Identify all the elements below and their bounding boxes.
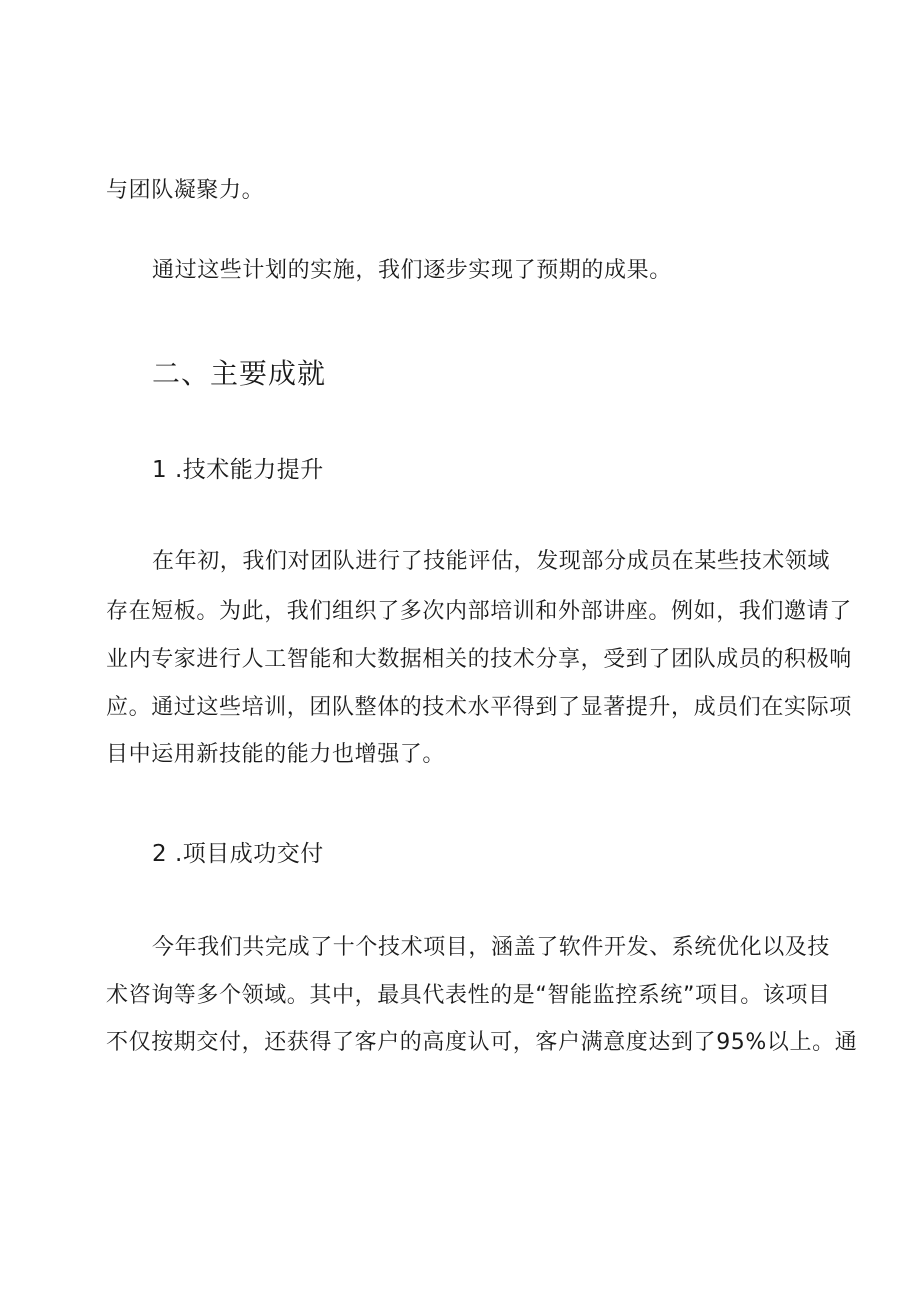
paragraph-line: 今年我们共完成了十个技术项目，涵盖了软件开发、系统优化以及技 <box>152 935 831 960</box>
continued-paragraph-fragment: 与团队凝聚力。 <box>106 178 265 203</box>
paragraph-line: 术咨询等多个领域。其中，最具代表性的是“智能监控系统”项目。该项目 <box>106 983 831 1008</box>
paragraph-line: 在年初，我们对团队进行了技能评估，发现部分成员在某些技术领域 <box>152 549 831 574</box>
intro-paragraph: 通过这些计划的实施，我们逐步实现了预期的成果。 <box>152 258 672 283</box>
subsection-heading-2: 2 .项目成功交付 <box>152 841 324 867</box>
subsection-heading-1: 1 .技术能力提升 <box>152 457 324 483</box>
paragraph-line: 目中运用新技能的能力也增强了。 <box>106 742 446 767</box>
paragraph-line: 存在短板。为此，我们组织了多次内部培训和外部讲座。例如，我们邀请了 <box>106 599 852 624</box>
section-heading: 二、主要成就 <box>152 357 327 390</box>
paragraph-line: 不仅按期交付，还获得了客户的高度认可，客户满意度达到了95%以上。通 <box>106 1030 858 1055</box>
paragraph-line: 应。通过这些培训，团队整体的技术水平得到了显著提升，成员们在实际项 <box>106 695 852 720</box>
paragraph-line: 业内专家进行人工智能和大数据相关的技术分享，受到了团队成员的积极响 <box>106 647 852 672</box>
